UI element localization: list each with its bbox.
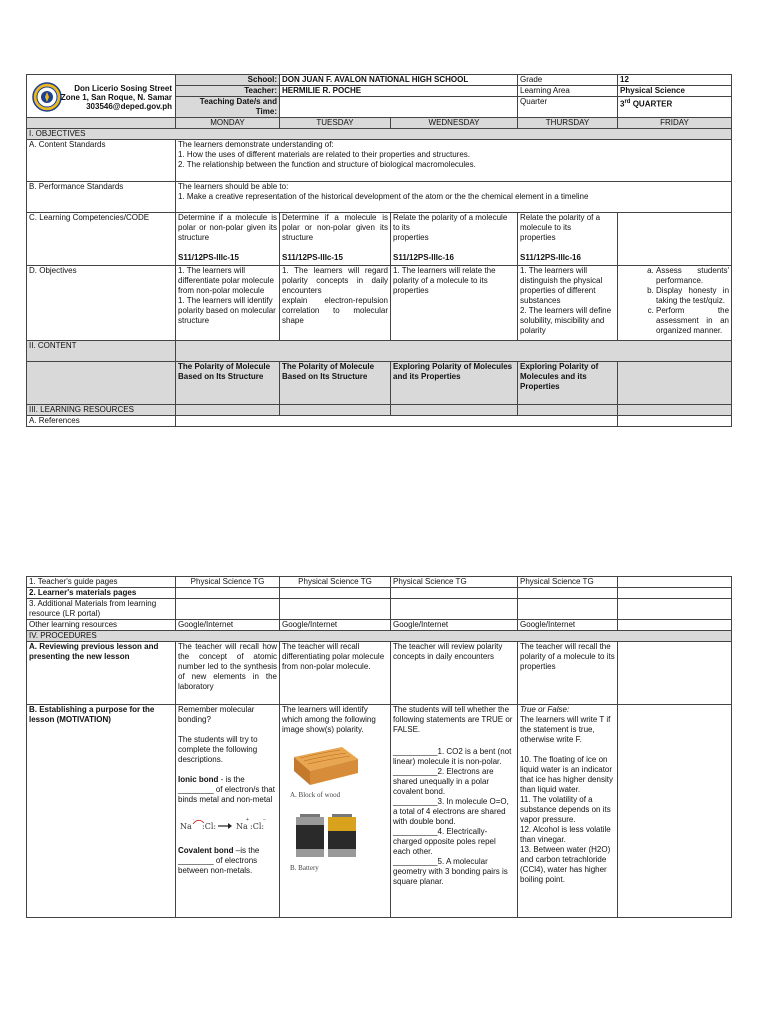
learning-area-label: Learning Area xyxy=(518,86,618,97)
thursday-item: 13. Between water (H2O) and carbon tetrachloride (CCl4), water has higher boiling point. xyxy=(520,845,611,884)
review-monday: The teacher will recall how the concept of atomic number led to the synthesis of new elements in the laboratory xyxy=(176,642,280,705)
quarter-number: 3 xyxy=(620,99,625,109)
objectives-heading: I. OBJECTIVES xyxy=(27,129,732,140)
competency-tuesday xyxy=(280,213,391,266)
competency-wednesday xyxy=(391,213,518,266)
topic-friday xyxy=(618,362,732,405)
battery-image-icon xyxy=(290,810,362,860)
teaching-dates-label: Teaching Date/s and Time: xyxy=(176,97,280,118)
monday-instruction: The students will try to complete the following descriptions. xyxy=(178,735,258,764)
motivation-monday xyxy=(176,705,280,918)
day-header-tuesday: TUESDAY xyxy=(280,118,391,129)
references-label: A. References xyxy=(27,416,176,427)
objective-monday: 1. The learners will differentiate polar molecule from non-polar molecule 1. The learners will identify polarity based on molecular structure xyxy=(176,266,280,341)
competencies-label: C. Learning Competencies/CODE xyxy=(27,213,176,266)
tg-thursday: Physical Science TG xyxy=(518,577,618,588)
thursday-item: 12. Alcohol is less volatile than vinegar. xyxy=(520,825,611,844)
true-false-item: __________5. A molecular geometry with 3 bonding pairs is square planar. xyxy=(393,857,508,886)
ionic-term: Ionic bond xyxy=(178,775,219,784)
caption-battery: B. Battery xyxy=(290,864,319,872)
day-header-wednesday: WEDNESDAY xyxy=(391,118,518,129)
objectives-label: D. Objectives xyxy=(27,266,176,341)
true-false-item: __________2. Electrons are shared unequally in a polar covalent bond. xyxy=(393,767,494,796)
motivation-friday xyxy=(618,705,732,918)
competency-code: S11/12PS-IIIc-15 xyxy=(282,253,343,262)
resources-heading-thursday xyxy=(518,405,618,416)
svg-text::Cl:: :Cl: xyxy=(202,822,217,831)
objective-thursday: 1. The learners will distinguish the physical properties of different substances 2. The learners will define solubility, miscibility and polarity xyxy=(518,266,618,341)
topic-tuesday: The Polarity of Molecule Based on Its Structure xyxy=(280,362,391,405)
review-wednesday: The teacher will review polarity concepts in daily encounters xyxy=(391,642,518,705)
quarter-label: Quarter xyxy=(518,97,618,118)
school-zone: Zone 1, San Roque, N. Samar xyxy=(60,93,172,102)
additional-materials-label: 3. Additional Materials from learning resource (LR portal) xyxy=(27,599,176,620)
thursday-title: True or False: xyxy=(520,705,570,714)
teaching-dates-value xyxy=(280,97,518,118)
resources-heading-friday xyxy=(618,405,732,416)
dll-table-top xyxy=(26,74,732,427)
content-topic-label xyxy=(27,362,176,405)
svg-text:Na: Na xyxy=(180,822,192,831)
learners-materials-label: 2. Learner's materials pages xyxy=(27,588,176,599)
caption-block-of-wood: A. Block of wood xyxy=(290,791,341,799)
ionic-bond-diagram-icon xyxy=(178,813,268,837)
learning-resources-heading: III. LEARNING RESOURCES xyxy=(27,405,176,416)
references-value xyxy=(176,416,618,427)
tg-monday: Physical Science TG xyxy=(176,577,280,588)
day-header-monday: MONDAY xyxy=(176,118,280,129)
friday-objective-item: b. Display honesty in taking the test/quiz. xyxy=(656,286,729,306)
ionic-bond-item xyxy=(178,775,277,805)
objective-tuesday: 1. The learners will regard polarity concepts in daily encounters explain electron-repulsion correlation to molecular shape xyxy=(280,266,391,341)
content-standards-label: A. Content Standards xyxy=(27,140,176,182)
lm-monday xyxy=(176,588,280,599)
competency-text: Relate the polarity of a molecule to its properties xyxy=(393,213,508,242)
review-friday xyxy=(618,642,732,705)
additional-friday xyxy=(618,599,732,620)
covalent-term: Covalent bond xyxy=(178,846,234,855)
additional-tuesday xyxy=(280,599,391,620)
friday-objective-list xyxy=(620,266,729,336)
thursday-item: 11. The volatility of a substance depends on its vapor pressure. xyxy=(520,795,611,824)
references-friday xyxy=(618,416,732,427)
topic-monday: The Polarity of Molecule Based on Its Structure xyxy=(176,362,280,405)
true-false-item: __________4. Electrically-charged opposite poles repel each other. xyxy=(393,827,496,856)
review-thursday: The teacher will recall the polarity of a molecule to its properties xyxy=(518,642,618,705)
thursday-instruction: The learners will write T if the statement is true, otherwise write F. xyxy=(520,715,611,744)
friday-objective-item: a. Assess students' performance. xyxy=(656,266,729,286)
content-standards-text: The learners demonstrate understanding of: 1. How the uses of different materials are related to their properties and structures. 2. The relationship between the function and structure of biological macromolecules. xyxy=(176,140,732,182)
svg-text:−: − xyxy=(263,817,266,823)
true-false-item: __________1. CO2 is a bent (not linear) molecule it is non-polar. xyxy=(393,747,512,766)
svg-text:Na: Na xyxy=(236,822,248,831)
lm-tuesday xyxy=(280,588,391,599)
other-friday xyxy=(618,620,732,631)
competency-code: S11/12PS-IIIc-16 xyxy=(393,253,454,262)
friday-objective-item: c. Perform the assessment in an organized manner. xyxy=(656,306,729,336)
resources-heading-monday xyxy=(176,405,280,416)
quarter-value xyxy=(618,97,732,118)
ionic-text: - is the ________ of electron/s that binds metal and non-metal xyxy=(178,775,275,804)
procedures-heading: IV. PROCEDURES xyxy=(27,631,732,642)
competency-code: S11/12PS-IIIc-16 xyxy=(520,253,581,262)
grade-label: Grade xyxy=(518,75,618,86)
performance-standards-text: The learners should be able to: 1. Make a creative representation of the historical development of the atom or the the chemical element in a timeline xyxy=(176,182,732,213)
tg-wednesday: Physical Science TG xyxy=(391,577,518,588)
day-header-blank xyxy=(27,118,176,129)
competency-text: Determine if a molecule is polar or non-polar given its structure xyxy=(178,213,277,242)
resources-heading-tuesday xyxy=(280,405,391,416)
purpose-label: B. Establishing a purpose for the lesson (MOTIVATION) xyxy=(27,705,176,918)
school-street: Don Licerio Sosing Street xyxy=(74,84,172,93)
covalent-text: –is the ________ of electrons between non-metals. xyxy=(178,846,260,875)
competency-code: S11/12PS-IIIc-15 xyxy=(178,253,239,262)
school-logo-cell xyxy=(27,75,176,118)
other-monday: Google/Internet xyxy=(176,620,280,631)
motivation-tuesday xyxy=(280,705,391,918)
other-wednesday: Google/Internet xyxy=(391,620,518,631)
quarter-sup: rd xyxy=(624,99,631,105)
competency-thursday xyxy=(518,213,618,266)
additional-monday xyxy=(176,599,280,620)
tuesday-intro: The learners will identify which among the following image show(s) polarity. xyxy=(282,705,376,734)
teacher-label: Teacher: xyxy=(176,86,280,97)
motivation-wednesday xyxy=(391,705,518,918)
motivation-thursday xyxy=(518,705,618,918)
school-value: DON JUAN F. AVALON NATIONAL HIGH SCHOOL xyxy=(280,75,518,86)
topic-thursday: Exploring Polarity of Molecules and its Properties xyxy=(518,362,618,405)
other-tuesday: Google/Internet xyxy=(280,620,391,631)
grade-value: 12 xyxy=(618,75,732,86)
day-header-thursday: THURSDAY xyxy=(518,118,618,129)
lm-wednesday xyxy=(391,588,518,599)
performance-standards-label: B. Performance Standards xyxy=(27,182,176,213)
additional-wednesday xyxy=(391,599,518,620)
lm-thursday xyxy=(518,588,618,599)
learning-area-value: Physical Science xyxy=(618,86,732,97)
competency-text: Relate the polarity of a molecule to its properties xyxy=(520,213,601,242)
tg-tuesday: Physical Science TG xyxy=(280,577,391,588)
dll-table-bottom xyxy=(26,576,732,918)
monday-intro: Remember molecular bonding? xyxy=(178,705,255,724)
content-heading: II. CONTENT xyxy=(27,341,176,362)
tg-friday xyxy=(618,577,732,588)
review-tuesday: The teacher will recall differentiating polar molecule from non-polar molecule. xyxy=(280,642,391,705)
content-heading-fill xyxy=(176,341,732,362)
teacher-value: HERMILIE R. POCHE xyxy=(280,86,518,97)
objective-wednesday: 1. The learners will relate the polarity of a molecule to its properties xyxy=(391,266,518,341)
school-address xyxy=(61,84,172,111)
wednesday-intro: The students will tell whether the following statements are TRUE or FALSE. xyxy=(393,705,513,734)
thursday-item: 10. The floating of ice on liquid water is an indicator that ice has higher density than liquid water. xyxy=(520,755,613,794)
svg-text:+: + xyxy=(246,817,249,823)
covalent-bond-item xyxy=(178,846,277,876)
additional-thursday xyxy=(518,599,618,620)
quarter-suffix: QUARTER xyxy=(630,99,673,109)
svg-text::Cl:: :Cl: xyxy=(250,822,265,831)
deped-seal-icon xyxy=(32,82,62,112)
reviewing-label: A. Reviewing previous lesson and presenting the new lesson xyxy=(27,642,176,705)
day-header-friday: FRIDAY xyxy=(618,118,732,129)
true-false-item: __________3. In molecule O=O, a total of 4 electrons are shared with double bond. xyxy=(393,797,509,826)
competency-friday xyxy=(618,213,732,266)
school-email: 303546@deped.gov.ph xyxy=(86,102,172,111)
wood-block-image-icon xyxy=(290,739,362,787)
objective-friday xyxy=(618,266,732,341)
teachers-guide-label: 1. Teacher's guide pages xyxy=(27,577,176,588)
svg-text:·: · xyxy=(193,817,195,823)
other-resources-label: Other learning resources xyxy=(27,620,176,631)
competency-monday xyxy=(176,213,280,266)
topic-wednesday: Exploring Polarity of Molecules and its Properties xyxy=(391,362,518,405)
school-label: School: xyxy=(176,75,280,86)
resources-heading-wednesday xyxy=(391,405,518,416)
competency-text: Determine if a molecule is polar or non-polar given its structure xyxy=(282,213,388,242)
other-thursday: Google/Internet xyxy=(518,620,618,631)
lm-friday xyxy=(618,588,732,599)
